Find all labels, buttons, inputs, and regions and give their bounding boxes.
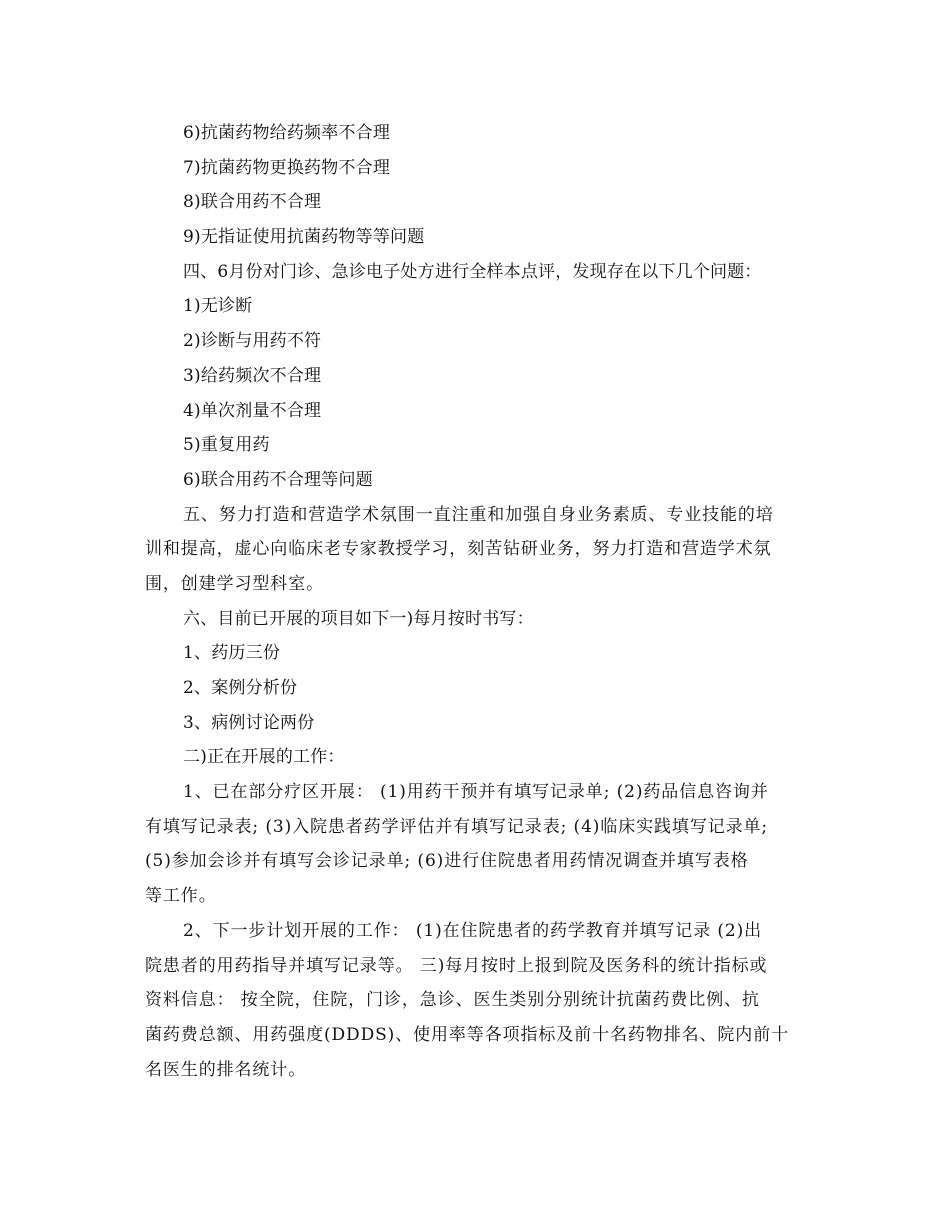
list-item: 6)抗菌药物给药频率不合理 xyxy=(183,123,391,143)
paragraph-line: 等工作。 xyxy=(145,886,217,907)
list-item: 1、药历三份 xyxy=(183,643,281,664)
paragraph-line: 菌药费总额、用药强度(DDDS)、使用率等各项指标及前十名药物排名、院内前十 xyxy=(145,1024,789,1045)
paragraph-line: 五、努力打造和营造学术氛围一直注重和加强自身业务素质、专业技能的培 xyxy=(183,504,774,525)
paragraph-next-steps xyxy=(145,914,805,1087)
section-heading: 四、6月份对门诊、急诊电子处方进行全样本点评，发现存在以下几个问题： xyxy=(183,261,762,282)
paragraph-line: 1、已在部分疗区开展： (1)用药干预并有填写记录单; (2)药品信息咨询并 xyxy=(183,782,769,803)
list-item: 3、病例讨论两份 xyxy=(183,712,315,733)
list-item: 3)给药频次不合理 xyxy=(183,365,322,386)
paragraph-line: 有填写记录表; (3)入院患者药学评估并有填写记录表; (4)临床实践填写记录单; xyxy=(145,816,769,837)
list-item: 5)重复用药 xyxy=(183,435,270,456)
paragraph-line: 2、下一步计划开展的工作： (1)在住院患者的药学教育并填写记录 (2)出 xyxy=(183,920,763,941)
list-item: 9)无指证使用抗菌药物等等问题 xyxy=(183,227,425,248)
list-item: 2、案例分析份 xyxy=(183,678,298,698)
paragraph-academic-atmosphere xyxy=(145,498,805,602)
list-item: 8)联合用药不合理 xyxy=(183,192,322,213)
list-item: 1)无诊断 xyxy=(183,296,253,317)
paragraph-line: 资料信息： 按全院，住院，门诊，急诊、医生类别分别统计抗菌药费比例、抗 xyxy=(145,990,760,1011)
paragraph-ongoing-work xyxy=(145,775,805,914)
paragraph-line: 训和提高，虚心向临床老专家教授学习，刻苦钻研业务，努力打造和营造学术氛 xyxy=(145,539,772,560)
section-heading: 二)正在开展的工作： xyxy=(183,747,345,768)
document-body xyxy=(145,116,805,1087)
list-item: 4)单次剂量不合理 xyxy=(183,400,322,421)
section-heading: 六、目前已开展的项目如下一)每月按时书写： xyxy=(183,608,534,629)
paragraph-line: 院患者的用药指导并填写记录等。 三)每月按时上报到院及医务科的统计指标或 xyxy=(145,955,768,976)
list-item: 2)诊断与用药不符 xyxy=(183,331,322,352)
paragraph-line: (5)参加会诊并有填写会诊记录单; (6)进行住院患者用药情况调查并填写表格 xyxy=(145,851,749,872)
paragraph-line: 围，创建学习型科室。 xyxy=(145,573,324,594)
list-item: 6)联合用药不合理等问题 xyxy=(183,469,373,490)
paragraph-line: 名医生的排名统计。 xyxy=(145,1059,307,1080)
list-item: 7)抗菌药物更换药物不合理 xyxy=(183,157,391,178)
